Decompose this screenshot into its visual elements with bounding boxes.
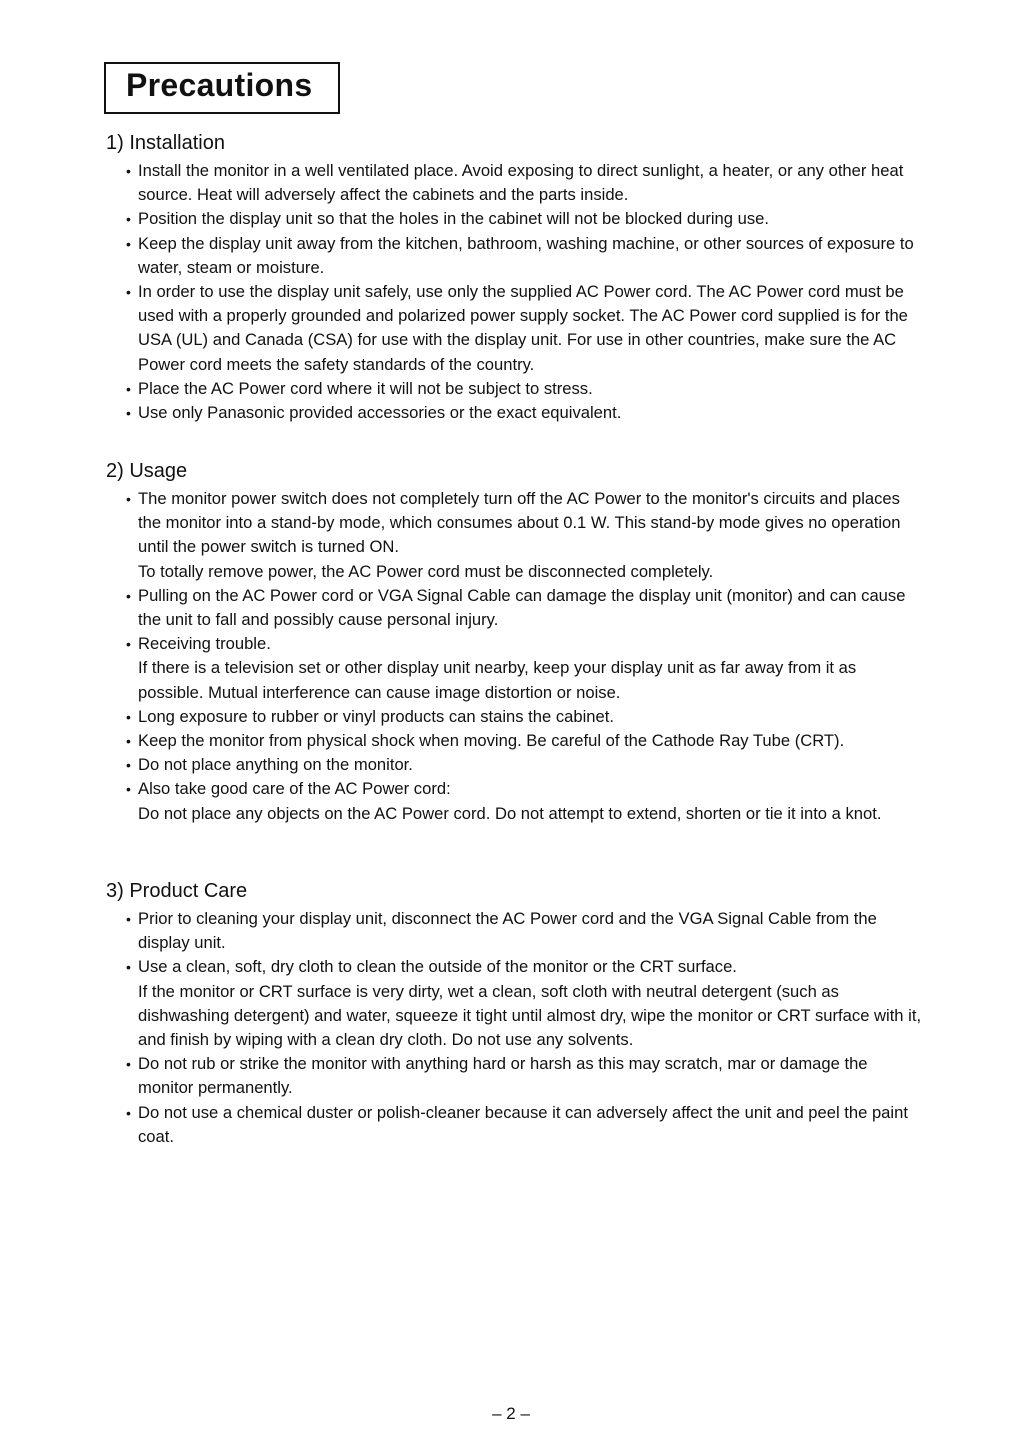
list-item (106, 705, 926, 729)
list-item (106, 729, 926, 753)
bullet-icon: • (126, 491, 131, 507)
item-text: Position the display unit so that the holes in the cabinet will not be blocked during use. (138, 209, 769, 229)
list-item (106, 207, 926, 231)
bullet-icon: • (126, 781, 131, 798)
item-text: Place the AC Power cord where it will not be subject to stress. (138, 378, 593, 398)
bullet-icon: • (126, 708, 131, 725)
list-item (106, 777, 926, 825)
list-item (106, 955, 926, 1052)
list-item (106, 401, 926, 425)
list-item (106, 907, 926, 955)
section-heading: 2) Usage (106, 460, 188, 482)
bullet-icon: • (126, 1104, 131, 1121)
list-item (106, 1101, 926, 1149)
item-text: Prior to cleaning your display unit, disconnect the AC Power cord and the VGA Signal Cable from the display unit. (138, 909, 877, 953)
page-number: – 2 – (492, 1404, 530, 1423)
item-text: Do not place anything on the monitor. (138, 755, 413, 775)
item-text: In order to use the display unit safely, use only the supplied AC Power cord. The AC Power cord must be used with a properly grounded and polarized power supply socket. The AC Power cord supplied is for the USA (UL) and Canada (CSA) for use with the display unit. For use in other countries, make sure the AC Power cord meets the safety standards of the country. (138, 282, 908, 374)
bullet-icon: • (126, 211, 131, 228)
list-item (106, 377, 926, 401)
item-text: Do not use a chemical duster or polish-cleaner because it can adversely affect the unit and peel the paint coat. (138, 1102, 908, 1146)
bullet-icon: • (126, 911, 131, 927)
section-installation (106, 131, 926, 425)
bullet-icon: • (126, 284, 131, 301)
bullet-icon: • (126, 757, 131, 774)
item-text: Use a clean, soft, dry cloth to clean the outside of the monitor or the CRT surface. If the monitor or CRT surface is very dirty, wet a clean, soft cloth with neutral detergent (such as dishwashing detergent) and water, squeeze it tight until almost dry, wipe the monitor or CRT surface with it, and finish by wiping with a clean dry cloth. Do not use any solvents. (138, 957, 922, 1050)
list-item (106, 232, 926, 280)
section-usage (106, 459, 926, 826)
bullet-icon: • (126, 733, 131, 750)
bullet-icon: • (126, 405, 131, 422)
bullet-icon: • (126, 163, 131, 179)
bullet-icon: • (126, 587, 131, 604)
page-title: Precautions (126, 67, 313, 103)
bullet-icon: • (126, 380, 131, 397)
section-product-care (106, 879, 926, 1149)
list-item (106, 487, 926, 584)
item-text: Also take good care of the AC Power cord: Do not place any objects on the AC Power cord. Do not attempt to extend, shorten or tie it into a knot. (138, 779, 882, 823)
item-text: Use only Panasonic provided accessories or the exact equivalent. (138, 403, 622, 423)
list-item (106, 632, 926, 705)
list-item (106, 1052, 926, 1100)
item-text: Do not rub or strike the monitor with anything hard or harsh as this may scratch, mar or damage the monitor permanently. (138, 1054, 868, 1098)
bullet-icon: • (126, 1056, 131, 1073)
item-text: Receiving trouble. If there is a television set or other display unit nearby, keep your display unit as far away from it as possible. Mutual interference can cause image distortion or noise. (138, 634, 857, 702)
list-item (106, 159, 926, 207)
item-text: Pulling on the AC Power cord or VGA Signal Cable can damage the display unit (monitor) and can cause the unit to fall and possibly cause personal injury. (138, 585, 906, 630)
bullet-icon: • (126, 959, 131, 976)
item-text: The monitor power switch does not completely turn off the AC Power to the monitor's circuits and places the monitor into a stand-by mode, which consumes about 0.1 W. This stand-by mode gives no operation until the power switch is turned ON. To totally remove power, the AC Power cord must be disconnected completely. (138, 489, 901, 581)
item-text: Long exposure to rubber or vinyl products can stains the cabinet. (138, 706, 614, 726)
item-text: Keep the monitor from physical shock when moving. Be careful of the Cathode Ray Tube (CRT). (138, 731, 845, 751)
item-text: Keep the display unit away from the kitchen, bathroom, washing machine, or other sources of exposure to water, steam or moisture. (138, 233, 914, 277)
section-heading: 3) Product Care (106, 880, 248, 902)
list-item (106, 584, 926, 632)
list-item (106, 753, 926, 777)
title-box (104, 62, 340, 114)
bullet-icon: • (126, 636, 131, 653)
item-text: Install the monitor in a well ventilated place. Avoid exposing to direct sunlight, a heater, or any other heat source. Heat will adversely affect the cabinets and the parts inside. (138, 161, 904, 205)
bullet-icon: • (126, 235, 131, 252)
section-heading: 1) Installation (106, 132, 225, 154)
list-item (106, 280, 926, 377)
